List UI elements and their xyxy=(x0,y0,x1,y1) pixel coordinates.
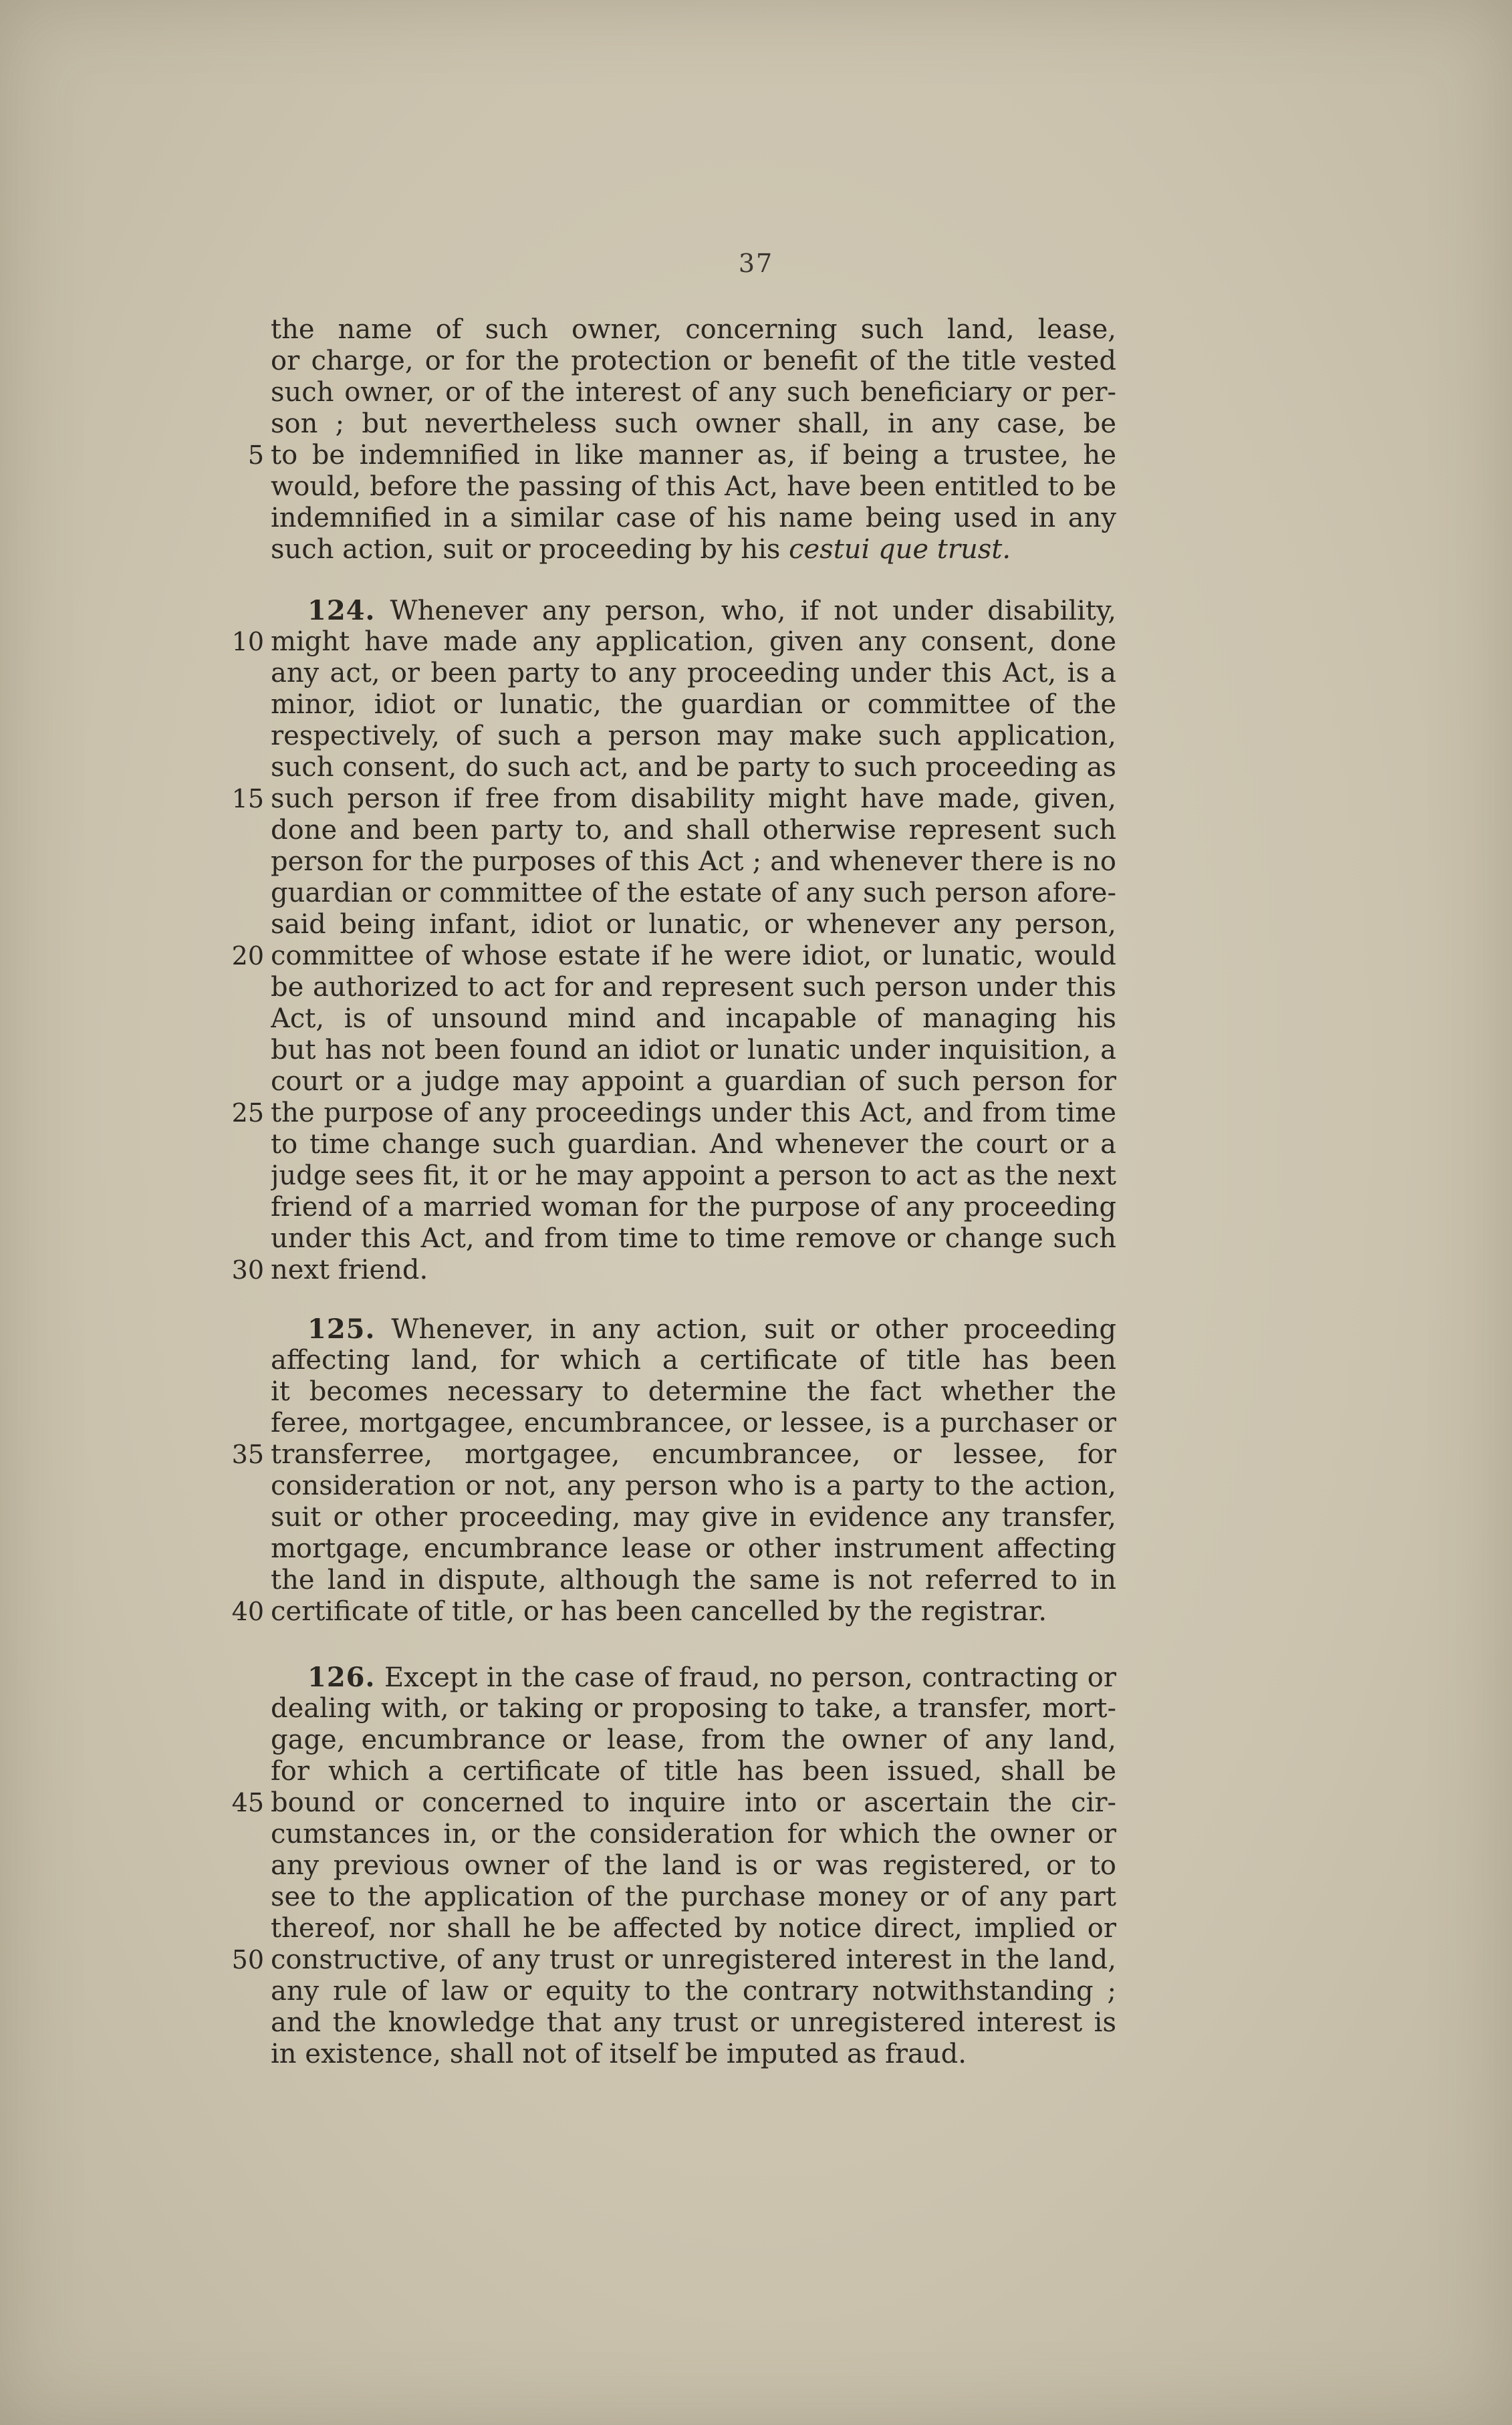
page-number: 37 xyxy=(738,249,774,278)
text-line: cumstances in, or the consideration for which the owner or xyxy=(271,1819,1116,1849)
text-line: such owner, or of the interest of any such beneficiary or per- xyxy=(271,377,1116,408)
text-line: the name of such owner, concerning such land, lease, xyxy=(271,314,1116,345)
text-line: gage, encumbrance or lease, from the owner of any land, xyxy=(271,1725,1116,1755)
text-line: 30 next friend. xyxy=(271,1255,1116,1286)
text-line: 15 such person if free from disability might have made, given, xyxy=(271,783,1116,815)
text-line: such action, suit or proceeding by his cestui que trust. xyxy=(271,534,1011,565)
text-line: be authorized to act for and represent such person under this xyxy=(271,972,1116,1003)
text-line: feree, mortgagee, encumbrancee, or lessee, is a purchaser or xyxy=(271,1408,1116,1438)
text-line: in existence, shall not of itself be imputed as fraud. xyxy=(271,2039,967,2069)
text-line: any previous owner of the land is or was registered, or to xyxy=(271,1850,1116,1881)
text-line: any rule of law or equity to the contrary notwithstanding ; xyxy=(271,1976,1116,2007)
text-line: see to the application of the purchase money or of any part xyxy=(271,1882,1116,1912)
section-126 xyxy=(231,1662,1116,2070)
text-line: court or a judge may appoint a guardian of such person for xyxy=(271,1066,1116,1097)
text-line: thereof, nor shall he be affected by notice direct, implied or xyxy=(271,1913,1116,1944)
line-number: 50 xyxy=(231,1945,264,1974)
text-line: the land in dispute, although the same is not referred to in xyxy=(271,1565,1116,1596)
text-line: it becomes necessary to determine the fact whether the xyxy=(271,1376,1116,1407)
text-line: for which a certificate of title has been issued, shall be xyxy=(271,1756,1116,1787)
line-number: 5 xyxy=(247,440,264,470)
section-number: 125. xyxy=(307,1313,376,1345)
text-line: 125. Whenever, in any action, suit or other proceeding xyxy=(307,1313,1116,1345)
text-line: person for the purposes of this Act ; and whenever there is no xyxy=(271,846,1116,877)
line-number: 45 xyxy=(231,1788,264,1817)
section-125 xyxy=(231,1313,1116,1628)
section-number: 124. xyxy=(307,595,376,626)
text-line: or charge, or for the protection or benefit of the title vested xyxy=(271,346,1116,376)
text-line: such consent, do such act, and be party to such proceeding as xyxy=(271,752,1116,783)
text-line: and the knowledge that any trust or unregistered interest is xyxy=(271,2007,1116,2038)
line-number: 20 xyxy=(231,941,264,971)
text-line: Act, is of unsound mind and incapable of managing his xyxy=(271,1003,1116,1034)
text-line: respectively, of such a person may make such application, xyxy=(271,721,1116,751)
text-line: 126. Except in the case of fraud, no person, contracting or xyxy=(307,1662,1116,1693)
text-line: any act, or been party to any proceeding under this Act, is a xyxy=(271,658,1116,688)
text-line: 45 bound or concerned to inquire into or ascertain the cir- xyxy=(271,1787,1116,1819)
text-line: affecting land, for which a certificate of title has been xyxy=(271,1345,1116,1376)
text-line: but has not been found an idiot or lunatic under inquisition, a xyxy=(271,1035,1116,1065)
text-line: consideration or not, any person who is a party to the action, xyxy=(271,1471,1116,1501)
text-line: 124. Whenever any person, who, if not under disability, xyxy=(307,595,1116,626)
line-number: 30 xyxy=(231,1255,264,1285)
paragraph-continuation xyxy=(247,314,1116,565)
italic-phrase: cestui que trust. xyxy=(789,534,1011,565)
line-number: 35 xyxy=(231,1440,264,1469)
text-line: said being infant, idiot or lunatic, or whenever any person, xyxy=(271,909,1116,940)
text-line: 10 might have made any application, given any consent, done xyxy=(271,626,1116,658)
section-124 xyxy=(231,595,1116,1286)
section-number: 126. xyxy=(307,1662,376,1693)
text-line: 25 the purpose of any proceedings under this Act, and from time xyxy=(271,1098,1116,1129)
text-line: done and been party to, and shall otherwise represent such xyxy=(271,815,1116,846)
text-line: indemnified in a similar case of his name being used in any xyxy=(271,503,1116,533)
text-line: friend of a married woman for the purpose of any proceeding xyxy=(271,1192,1116,1223)
text-line: minor, idiot or lunatic, the guardian or committee of the xyxy=(271,689,1116,720)
text-line: 5 to be indemnified in like manner as, if being a trustee, he xyxy=(271,440,1116,471)
text-line: 50 constructive, of any trust or unregistered interest in the land, xyxy=(271,1944,1116,1976)
text-line: mortgage, encumbrance lease or other instrument affecting xyxy=(271,1533,1116,1564)
text-line: dealing with, or taking or proposing to take, a transfer, mort- xyxy=(271,1693,1116,1724)
text-line: judge sees fit, it or he may appoint a person to act as the next xyxy=(271,1160,1116,1191)
line-number: 25 xyxy=(231,1098,264,1128)
text-line: son ; but nevertheless such owner shall, in any case, be xyxy=(271,408,1116,439)
text-line: would, before the passing of this Act, have been entitled to be xyxy=(271,471,1116,502)
text-line: 35 transferree, mortgagee, encumbrancee, or lessee, for xyxy=(271,1439,1116,1471)
line-number: 10 xyxy=(231,627,264,656)
text-line: guardian or committee of the estate of any such person afore- xyxy=(271,878,1116,908)
text-line: 20 committee of whose estate if he were idiot, or lunatic, would xyxy=(271,940,1116,972)
text-line: 40 certificate of title, or has been cancelled by the registrar. xyxy=(271,1596,1116,1628)
text-line: under this Act, and from time to time remove or change such xyxy=(271,1223,1116,1254)
text-line: to time change such guardian. And whenever the court or a xyxy=(271,1129,1116,1160)
line-number: 15 xyxy=(231,784,264,813)
line-number: 40 xyxy=(231,1597,264,1626)
text-line: suit or other proceeding, may give in evidence any transfer, xyxy=(271,1502,1116,1533)
